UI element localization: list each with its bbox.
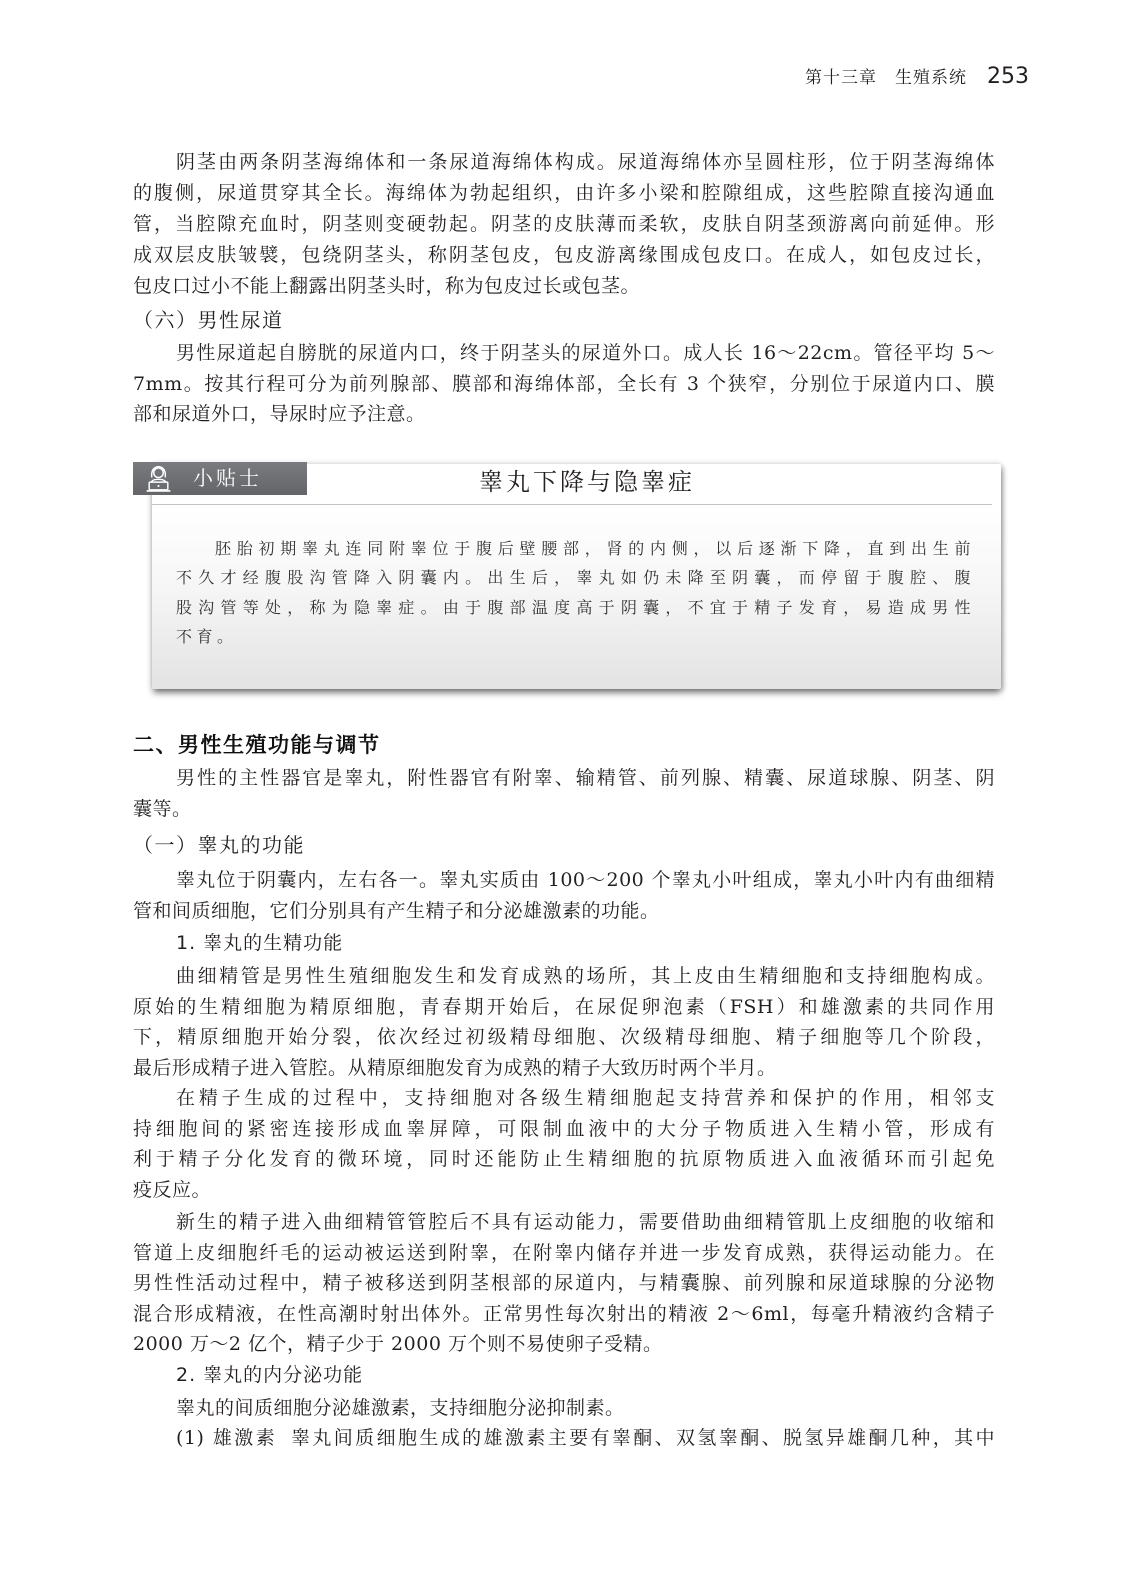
person-at-laptop-icon: [144, 464, 173, 493]
tip-text-line: 不久才经腹股沟管降入阴囊内。出生后，睾丸如仍未降至阴囊，而停留于腹腔、腹: [176, 568, 975, 588]
tip-box-tab: [133, 462, 307, 495]
text-line: 新生的精子进入曲细精管管腔后不具有运动能力，需要借助曲细精管肌上皮细胞的收缩和: [176, 1211, 995, 1233]
text-line: 男性的主性器官是睾丸，附性器官有附睾、输精管、前列腺、精囊、尿道球腺、阴茎、阴: [176, 767, 995, 789]
text-line: 男性尿道起自膀胱的尿道内口，终于阴茎头的尿道外口。成人长 16～22cm。管径平均 5～: [176, 342, 995, 364]
paragraph-penis: [133, 147, 995, 302]
paragraph-testis: [133, 865, 995, 926]
paragraph-spermatogenesis-1: [133, 961, 995, 1083]
text-line: 混合形成精液，在性高潮时射出体外。正常男性每次射出的精液 2～6ml，每毫升精液约含精子: [133, 1302, 995, 1325]
text-line: 疫反应。: [133, 1178, 212, 1201]
text-line: 原始的生精细胞为精原细胞，青春期开始后，在尿促卵泡素（FSH）和雄激素的共同作用: [133, 995, 995, 1018]
text-line: [133, 1423, 995, 1454]
paragraph-spermatogenesis-2: [133, 1083, 995, 1205]
text-line: 成双层皮肤皱襞，包绕阴茎头，称阴茎包皮，包皮游离缘围成包皮口。在成人，如包皮过长，: [133, 244, 995, 266]
text-line: 部和尿道外口，导尿时应予注意。: [133, 403, 426, 425]
heading-testis-function: （一）睾丸的功能: [133, 833, 305, 857]
chapter-label: 第十三章: [805, 68, 877, 88]
text-line: 睾丸的间质细胞分泌雄激素，支持细胞分泌抑制素。: [176, 1397, 625, 1419]
tip-box-title: 睾丸下降与隐睾症: [479, 468, 695, 496]
heading-male-urethra: （六）男性尿道: [133, 308, 284, 332]
tip-text-line: 胚胎初期睾丸连同附睾位于腹后壁腰部，肾的内侧，以后逐渐下降，直到出生前: [215, 539, 975, 558]
tip-text-line: 不育。: [176, 626, 238, 646]
running-header: [787, 62, 1029, 92]
paragraph-urethra: [133, 338, 995, 430]
chapter-title: 生殖系统: [895, 68, 967, 88]
text-line: 的腹侧，尿道贯穿其全长。海绵体为勃起组织，由许多小梁和腔隙组成，这些腔隙直接沟通血: [133, 182, 995, 204]
tip-box-label: 小贴士: [193, 466, 262, 490]
text-line: 在精子生成的过程中，支持细胞对各级生精细胞起支持营养和保护的作用，相邻支: [176, 1087, 995, 1109]
text-line: 睾丸位于阴囊内，左右各一。睾丸实质由 100～200 个睾丸小叶组成，睾丸小叶内有曲细精: [176, 869, 995, 891]
tip-box: [133, 462, 1002, 694]
page-number: 253: [987, 64, 1029, 89]
text-line: 最后形成精子进入管腔。从精原细胞发育为成熟的精子大致历时两个半月。: [133, 1056, 777, 1079]
text-line: 曲细精管是男性生殖细胞发生和发育成熟的场所，其上皮由生精细胞和支持细胞构成。: [176, 965, 995, 987]
text-line: 利于精子分化发育的微环境，同时还能防止生精细胞的抗原物质进入血液循环而引起免: [133, 1148, 995, 1170]
tip-box-body: [176, 534, 975, 651]
text-line: 2000 万～2 亿个，精子少于 2000 万个则不易使卵子受精。: [133, 1333, 663, 1355]
text-line: 阴茎由两条阴茎海绵体和一条尿道海绵体构成。尿道海绵体亦呈圆柱形，位于阴茎海绵体: [176, 151, 995, 173]
heading-spermatogenesis: 1. 睾丸的生精功能: [176, 932, 344, 954]
tip-text-line: 股沟管等处，称为隐睾症。由于腹部温度高于阴囊，不宜于精子发育，易造成男性: [176, 597, 975, 617]
text-line: 下，精原细胞开始分裂，依次经过初级精母细胞、次级精母细胞、精子细胞等几个阶段，: [133, 1026, 995, 1048]
text-line: 持细胞间的紧密连接形成血睾屏障，可限制血液中的大分子物质进入生精小管，形成有: [133, 1117, 995, 1140]
text-line: 管和间质细胞，它们分别具有产生精子和分泌雄激素的功能。: [133, 899, 660, 922]
heading-endocrine-function: 2. 睾丸的内分泌功能: [176, 1364, 364, 1386]
paragraph-organs: [133, 763, 995, 824]
paragraph-spermatogenesis-3: [133, 1207, 995, 1360]
paragraph-androgen: [133, 1423, 995, 1454]
text-line: 管道上皮细胞纤毛的运动被运送到附睾，在附睾内储存并进一步发育成熟，获得运动能力。在: [133, 1241, 995, 1264]
text-line: 囊等。: [133, 797, 192, 820]
androgen-text: 睾丸间质细胞生成的雄激素主要有睾酮、双氢睾酮、脱氢异雄酮几种，其中: [291, 1427, 995, 1449]
androgen-run-in-heading: (1) 雄激素: [176, 1427, 278, 1449]
text-line: 男性性活动过程中，精子被移送到阴茎根部的尿道内，与精囊腺、前列腺和尿道球腺的分泌物: [133, 1272, 995, 1294]
text-line: 包皮口过小不能上翻露出阴茎头时，称为包皮过长或包茎。: [133, 275, 641, 297]
tip-box-divider: [152, 504, 992, 505]
text-line: 管，当腔隙充血时，阴茎则变硬勃起。阴茎的皮肤薄而柔软，皮肤自阴茎颈游离向前延伸。形: [133, 213, 995, 235]
heading-section-2: 二、男性生殖功能与调节: [133, 733, 381, 757]
paragraph-endocrine-1: [133, 1393, 995, 1424]
text-line: 7mm。按其行程可分为前列腺部、膜部和海绵体部，全长有 3 个狭窄，分别位于尿道内口、膜: [133, 372, 995, 395]
